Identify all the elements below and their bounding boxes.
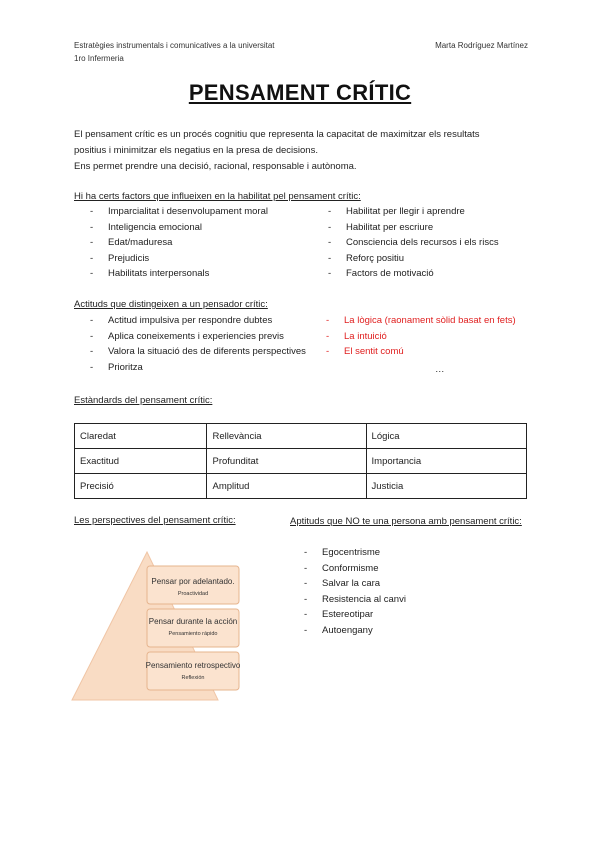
list-item: - Factors de motivació	[328, 266, 499, 282]
list-item: - Inteligencia emocional	[90, 220, 268, 236]
list-item: - Habilitat per escriure	[328, 220, 499, 236]
factors-heading: Hi ha certs factors que influeixen en la habilitat pel pensament crític:	[74, 191, 361, 202]
list-item: - Consciencia dels recursos i els riscs	[328, 235, 499, 251]
table-cell: Precisió	[75, 474, 207, 499]
highlighted-item: - La lògica (raonament sòlid basat en fets)	[326, 313, 516, 329]
pyramid-level-sublabel: Reflexión	[181, 675, 205, 681]
list-item: - Reforç positiu	[328, 251, 499, 267]
pyramid-level-label: Pensamiento retrospectivo	[145, 661, 241, 670]
aptituds-heading: Aptituds que NO te una persona amb pensament crític:	[290, 516, 522, 527]
actituds-list-left	[90, 313, 306, 375]
author-name: Marta Rodríguez Martínez	[435, 41, 528, 50]
course-name: Estratègies instrumentals i comunicatives a la universitat	[74, 41, 275, 50]
list-item: - Valora la situació des de diferents perspectives	[90, 344, 306, 360]
list-item: - Habilitat per llegir i aprendre	[328, 204, 499, 220]
standards-table	[74, 423, 527, 499]
table-cell: Claredat	[75, 424, 207, 449]
table-cell: Profunditat	[207, 449, 366, 474]
intro-paragraph	[74, 127, 534, 175]
table-cell: Exactitud	[75, 449, 207, 474]
aptituds-list	[304, 545, 406, 638]
intro-line: El pensament crític es un procés cognitiu que representa la capacitat de maximitzar els resultats	[74, 129, 480, 140]
highlighted-item: - El sentit comú	[326, 344, 516, 360]
table-row	[75, 449, 527, 474]
list-item: - Aplica coneixements i experiencies previs	[90, 329, 306, 345]
perspectives-pyramid	[70, 548, 250, 708]
ellipsis: …	[435, 364, 445, 375]
factors-list-left	[90, 204, 268, 282]
document-header-left	[74, 39, 275, 65]
table-cell: Importancia	[366, 449, 526, 474]
list-item: - Edat/maduresa	[90, 235, 268, 251]
list-item: - Prejudicis	[90, 251, 268, 267]
actituds-heading: Actituds que distingeixen a un pensador crític:	[74, 299, 268, 310]
list-item: - Salvar la cara	[304, 576, 406, 592]
pyramid-level-sublabel: Proactividad	[177, 591, 209, 597]
intro-line: Ens permet prendre una decisió, racional, responsable i autònoma.	[74, 161, 357, 172]
table-cell: Rellevància	[207, 424, 366, 449]
list-item: - Actitud impulsiva per respondre dubtes	[90, 313, 306, 329]
actituds-list-right	[326, 313, 516, 360]
list-item: - Autoengany	[304, 623, 406, 639]
page-title: PENSAMENT CRÍTIC	[188, 80, 412, 105]
list-item: - Imparcialitat i desenvolupament moral	[90, 204, 268, 220]
pyramid-level-3	[146, 652, 241, 690]
pyramid-level-label: Pensar por adelantado.	[151, 577, 235, 586]
pyramid-level-sublabel: Pensamiento rápido	[168, 631, 218, 637]
list-item: - Prioritza	[90, 360, 306, 376]
list-item: - Estereotipar	[304, 607, 406, 623]
list-item: - Conformisme	[304, 561, 406, 577]
table-row	[75, 424, 527, 449]
intro-line: positius i minimitzar els negatius en la presa de decisions.	[74, 145, 318, 156]
highlighted-item: - La intuició	[326, 329, 516, 345]
table-cell: Amplitud	[207, 474, 366, 499]
perspectives-heading: Les perspectives del pensament crític:	[74, 515, 236, 526]
list-item: - Habilitats interpersonals	[90, 266, 268, 282]
pyramid-level-label: Pensar durante la acción	[148, 617, 238, 626]
list-item: - Egocentrisme	[304, 545, 406, 561]
pyramid-level-2	[147, 609, 239, 647]
table-row	[75, 474, 527, 499]
course-year: 1ro Infermeria	[74, 54, 124, 63]
table-cell: Justicia	[366, 474, 526, 499]
estandards-heading: Estàndards del pensament crític:	[74, 395, 213, 406]
factors-list-right	[328, 204, 499, 282]
table-cell: Lógica	[366, 424, 526, 449]
list-item: - Resistencia al canvi	[304, 592, 406, 608]
pyramid-level-1	[147, 566, 239, 604]
